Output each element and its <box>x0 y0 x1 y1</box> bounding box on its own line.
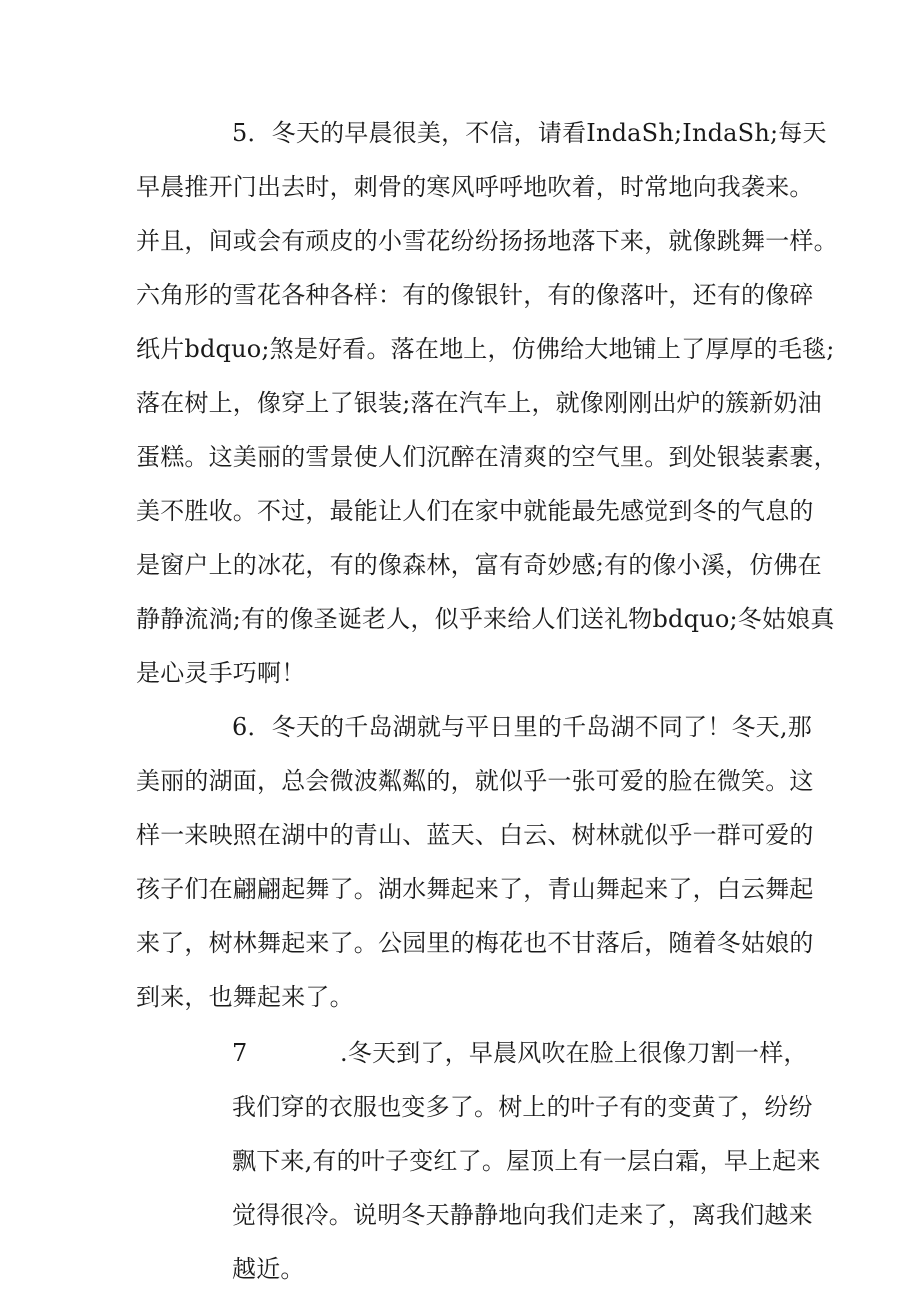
text-line: 蛋糕。这美丽的雪景使人们沉醉在清爽的空气里。到处银装素裹， <box>136 443 838 471</box>
text-line: 是心灵手巧啊！ <box>136 659 306 687</box>
text-line: 美丽的湖面，总会微波粼粼的，就似乎一张可爱的脸在微笑。这 <box>136 767 814 795</box>
text-line: 美不胜收。不过，最能让人们在家中就能最先感觉到冬的气息的 <box>136 497 814 525</box>
text-line: 越近。 <box>232 1255 305 1283</box>
text-line: 5．冬天的早晨很美，不信，请看IndaSh;IndaSh;每天 <box>232 119 827 147</box>
text-line: 六角形的雪花各种各样：有的像银针，有的像落叶，还有的像碎 <box>136 281 814 309</box>
paragraph-number: 7 <box>232 1039 248 1067</box>
text-line: 来了，树林舞起来了。公园里的梅花也不甘落后，随着冬姑娘的 <box>136 929 814 957</box>
text-line: 觉得很冷。说明冬天静静地向我们走来了，离我们越来 <box>232 1201 813 1229</box>
text-line: .冬天到了，早晨风吹在脸上很像刀割一样， <box>340 1039 808 1067</box>
text-line: 静静流淌;有的像圣诞老人，似乎来给人们送礼物bdquo;冬姑娘真 <box>136 605 835 633</box>
text-line: 我们穿的衣服也变多了。树上的叶子有的变黄了，纷纷 <box>232 1093 813 1121</box>
text-line: 飘下来,有的叶子变红了。屋顶上有一层白霜，早上起来 <box>232 1147 821 1175</box>
text-line: 样一来映照在湖中的青山、蓝天、白云、树林就似乎一群可爱的 <box>136 821 814 849</box>
text-line: 并且，间或会有顽皮的小雪花纷纷扬扬地落下来，就像跳舞一样。 <box>136 227 838 255</box>
text-line: 是窗户上的冰花，有的像森林，富有奇妙感;有的像小溪，仿佛在 <box>136 551 822 579</box>
text-line: 落在树上，像穿上了银装;落在汽车上，就像刚刚出炉的簇新奶油 <box>136 389 822 417</box>
text-line: 6．冬天的千岛湖就与平日里的千岛湖不同了！冬天,那 <box>232 713 812 741</box>
text-line: 早晨推开门出去时，刺骨的寒风呼呼地吹着，时常地向我袭来。 <box>136 173 814 201</box>
text-line: 到来，也舞起来了。 <box>136 983 354 1011</box>
text-line: 纸片bdquo;煞是好看。落在地上，仿佛给大地铺上了厚厚的毛毯; <box>136 335 835 363</box>
text-line: 孩子们在翩翩起舞了。湖水舞起来了，青山舞起来了，白云舞起 <box>136 875 814 903</box>
